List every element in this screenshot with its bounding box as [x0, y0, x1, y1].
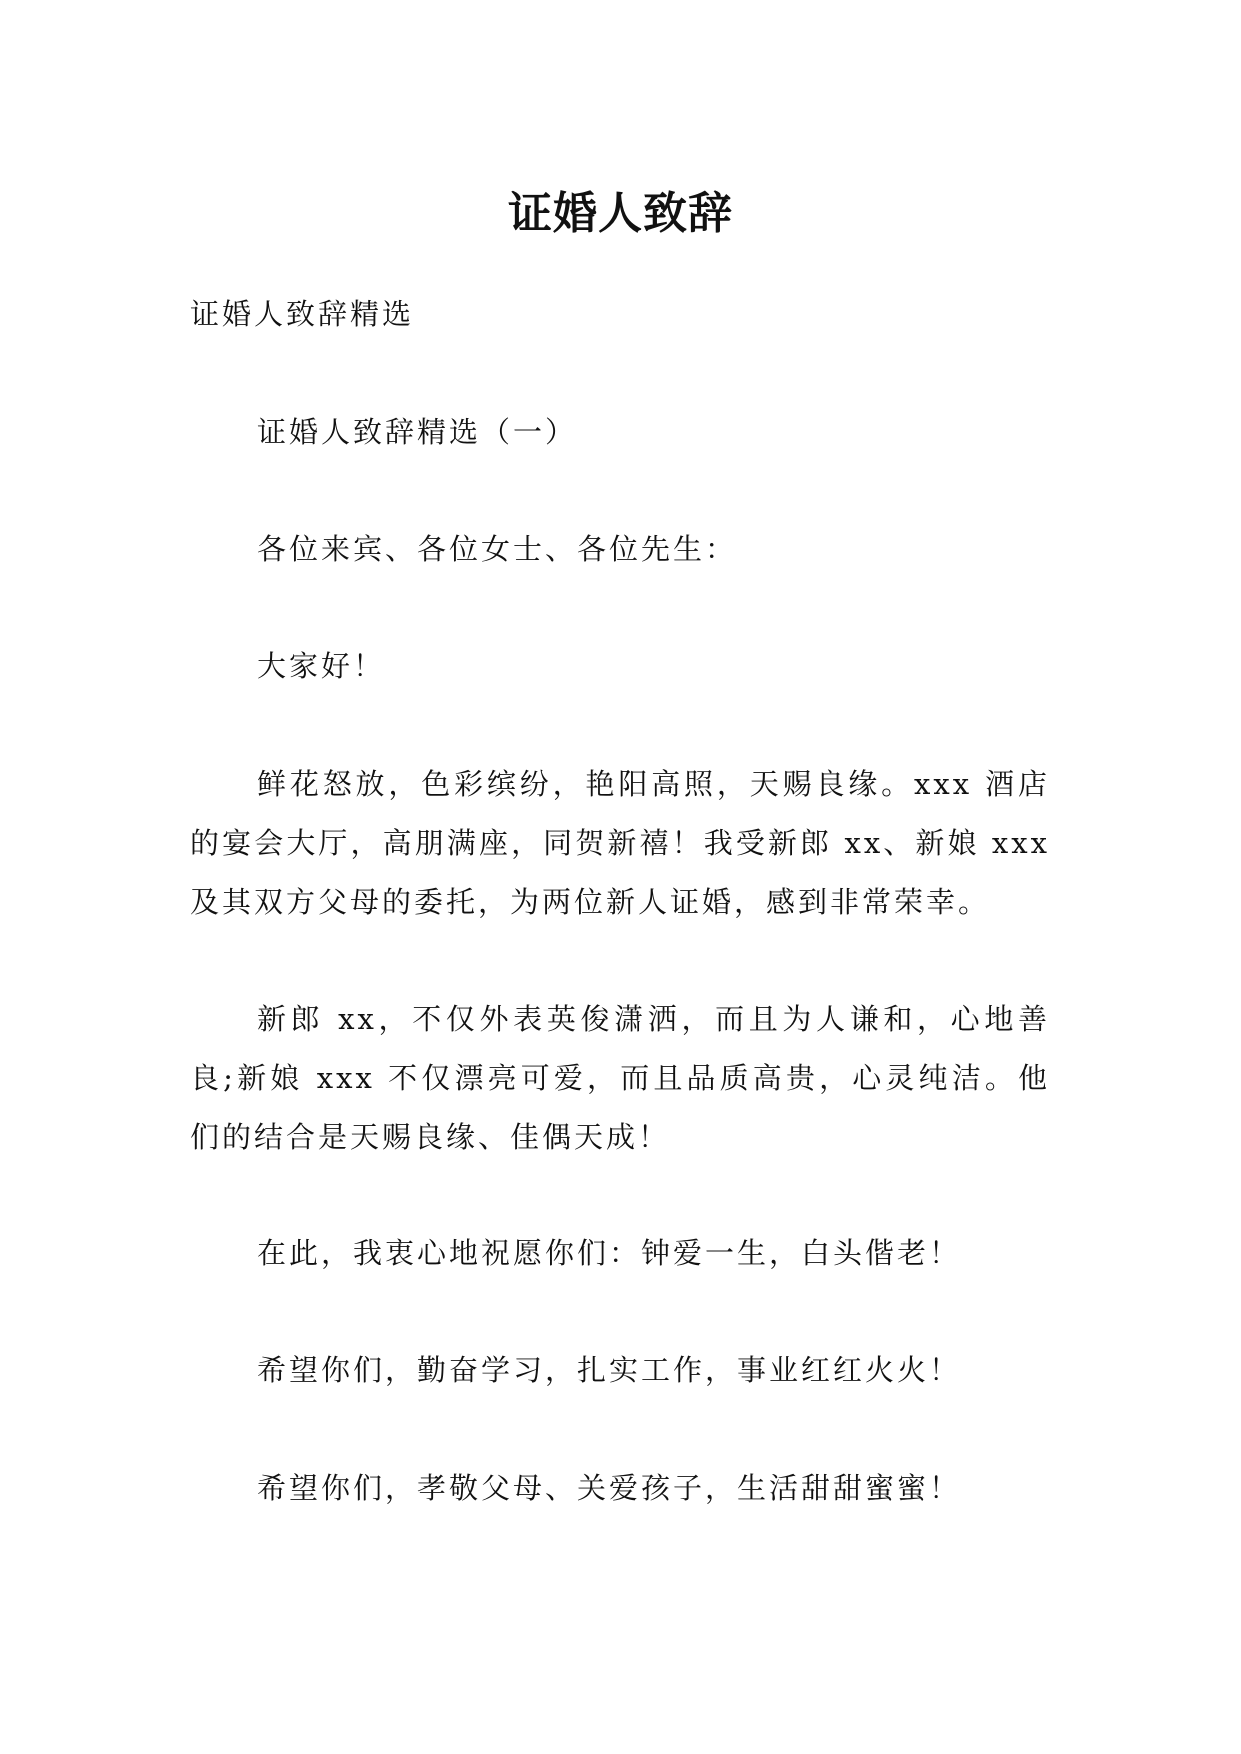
blessing-paragraph: 在此，我衷心地祝愿你们：钟爱一生，白头偕老！ — [257, 1236, 962, 1270]
wish-paragraph: 希望你们，孝敬父母、关爱孩子，生活甜甜蜜蜜！ — [257, 1471, 962, 1505]
greeting-paragraph: 大家好！ — [257, 649, 386, 683]
document-title: 证婚人致辞 — [508, 188, 733, 240]
salutation-paragraph: 各位来宾、各位女士、各位先生： — [257, 532, 738, 566]
body-paragraph: 鲜花怒放，色彩缤纷，艳阳高照，天赐良缘。xxx 酒店的宴会大厅，高朋满座，同贺新禧！我受新郎 xx、新娘 xxx 及其双方父母的委托，为两位新人证婚，感到非常荣幸。 — [190, 767, 1050, 919]
body-paragraph: 新郎 xx，不仅外表英俊潇洒，而且为人谦和，心地善良;新娘 xxx 不仅漂亮可爱，而且品质高贵，心灵纯洁。他们的结合是天赐良缘、佳偶天成！ — [190, 1002, 1050, 1154]
subsection-heading: 证婚人致辞精选（一） — [257, 415, 578, 449]
section-heading: 证婚人致辞精选 — [190, 297, 415, 331]
wish-paragraph: 希望你们，勤奋学习，扎实工作，事业红红火火！ — [257, 1353, 962, 1387]
